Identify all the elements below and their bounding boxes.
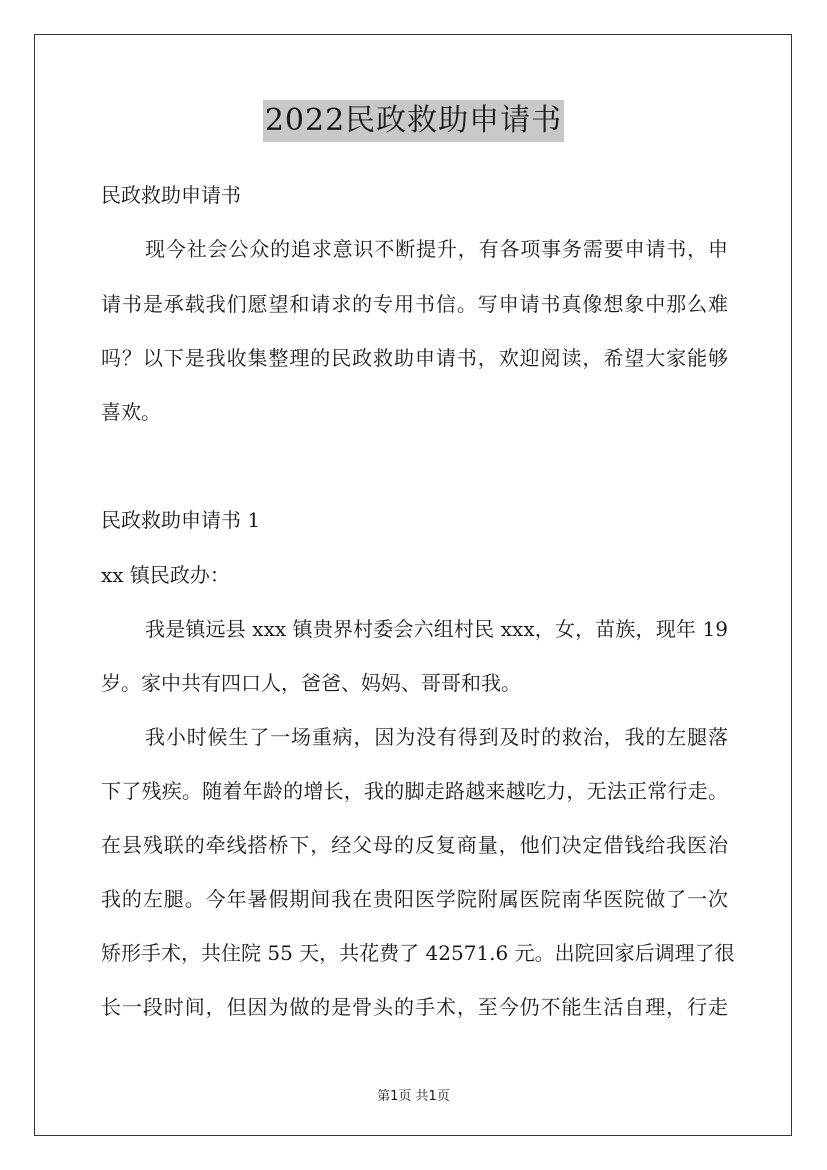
para2-line: 我小时候生了一场重病，因为没有得到及时的救治，我的左腿落 xyxy=(145,725,728,749)
para1-line: 岁。家中共有四口人，爸爸、妈妈、哥哥和我。 xyxy=(101,671,521,695)
section-heading: 民政救助申请书 1 xyxy=(101,508,261,532)
intro-line: 吗？以下是我收集整理的民政救助申请书，欢迎阅读，希望大家能够 xyxy=(101,346,728,370)
document-title: 2022民政救助申请书 xyxy=(263,100,564,142)
intro-line: 现今社会公众的追求意识不断提升，有各项事务需要申请书，申 xyxy=(145,237,728,261)
subtitle: 民政救助申请书 xyxy=(101,183,241,207)
para2-line: 下了残疾。随着年龄的增长，我的脚走路越来越吃力，无法正常行走。 xyxy=(101,779,728,803)
para2-line: 长一段时间，但因为做的是骨头的手术，至今仍不能生活自理，行走 xyxy=(101,995,728,1019)
intro-line: 喜欢。 xyxy=(101,400,161,424)
intro-line: 请书是承载我们愿望和请求的专用书信。写申请书真像想象中那么难 xyxy=(101,292,728,316)
para2-line: 矫形手术，共住院 55 天，共花费了 42571.6 元。出院回家后调理了很 xyxy=(101,941,735,965)
para2-line: 我的左腿。今年暑假期间我在贵阳医学院附属医院南华医院做了一次 xyxy=(101,887,728,911)
page-number: 第1页 共1页 xyxy=(377,1089,450,1104)
salutation: xx 镇民政办： xyxy=(101,563,230,587)
para1-line: 我是镇远县 xxx 镇贵界村委会六组村民 xxx，女，苗族，现年 19 xyxy=(145,617,728,641)
para2-line: 在县残联的牵线搭桥下，经父母的反复商量，他们决定借钱给我医治 xyxy=(101,833,728,857)
